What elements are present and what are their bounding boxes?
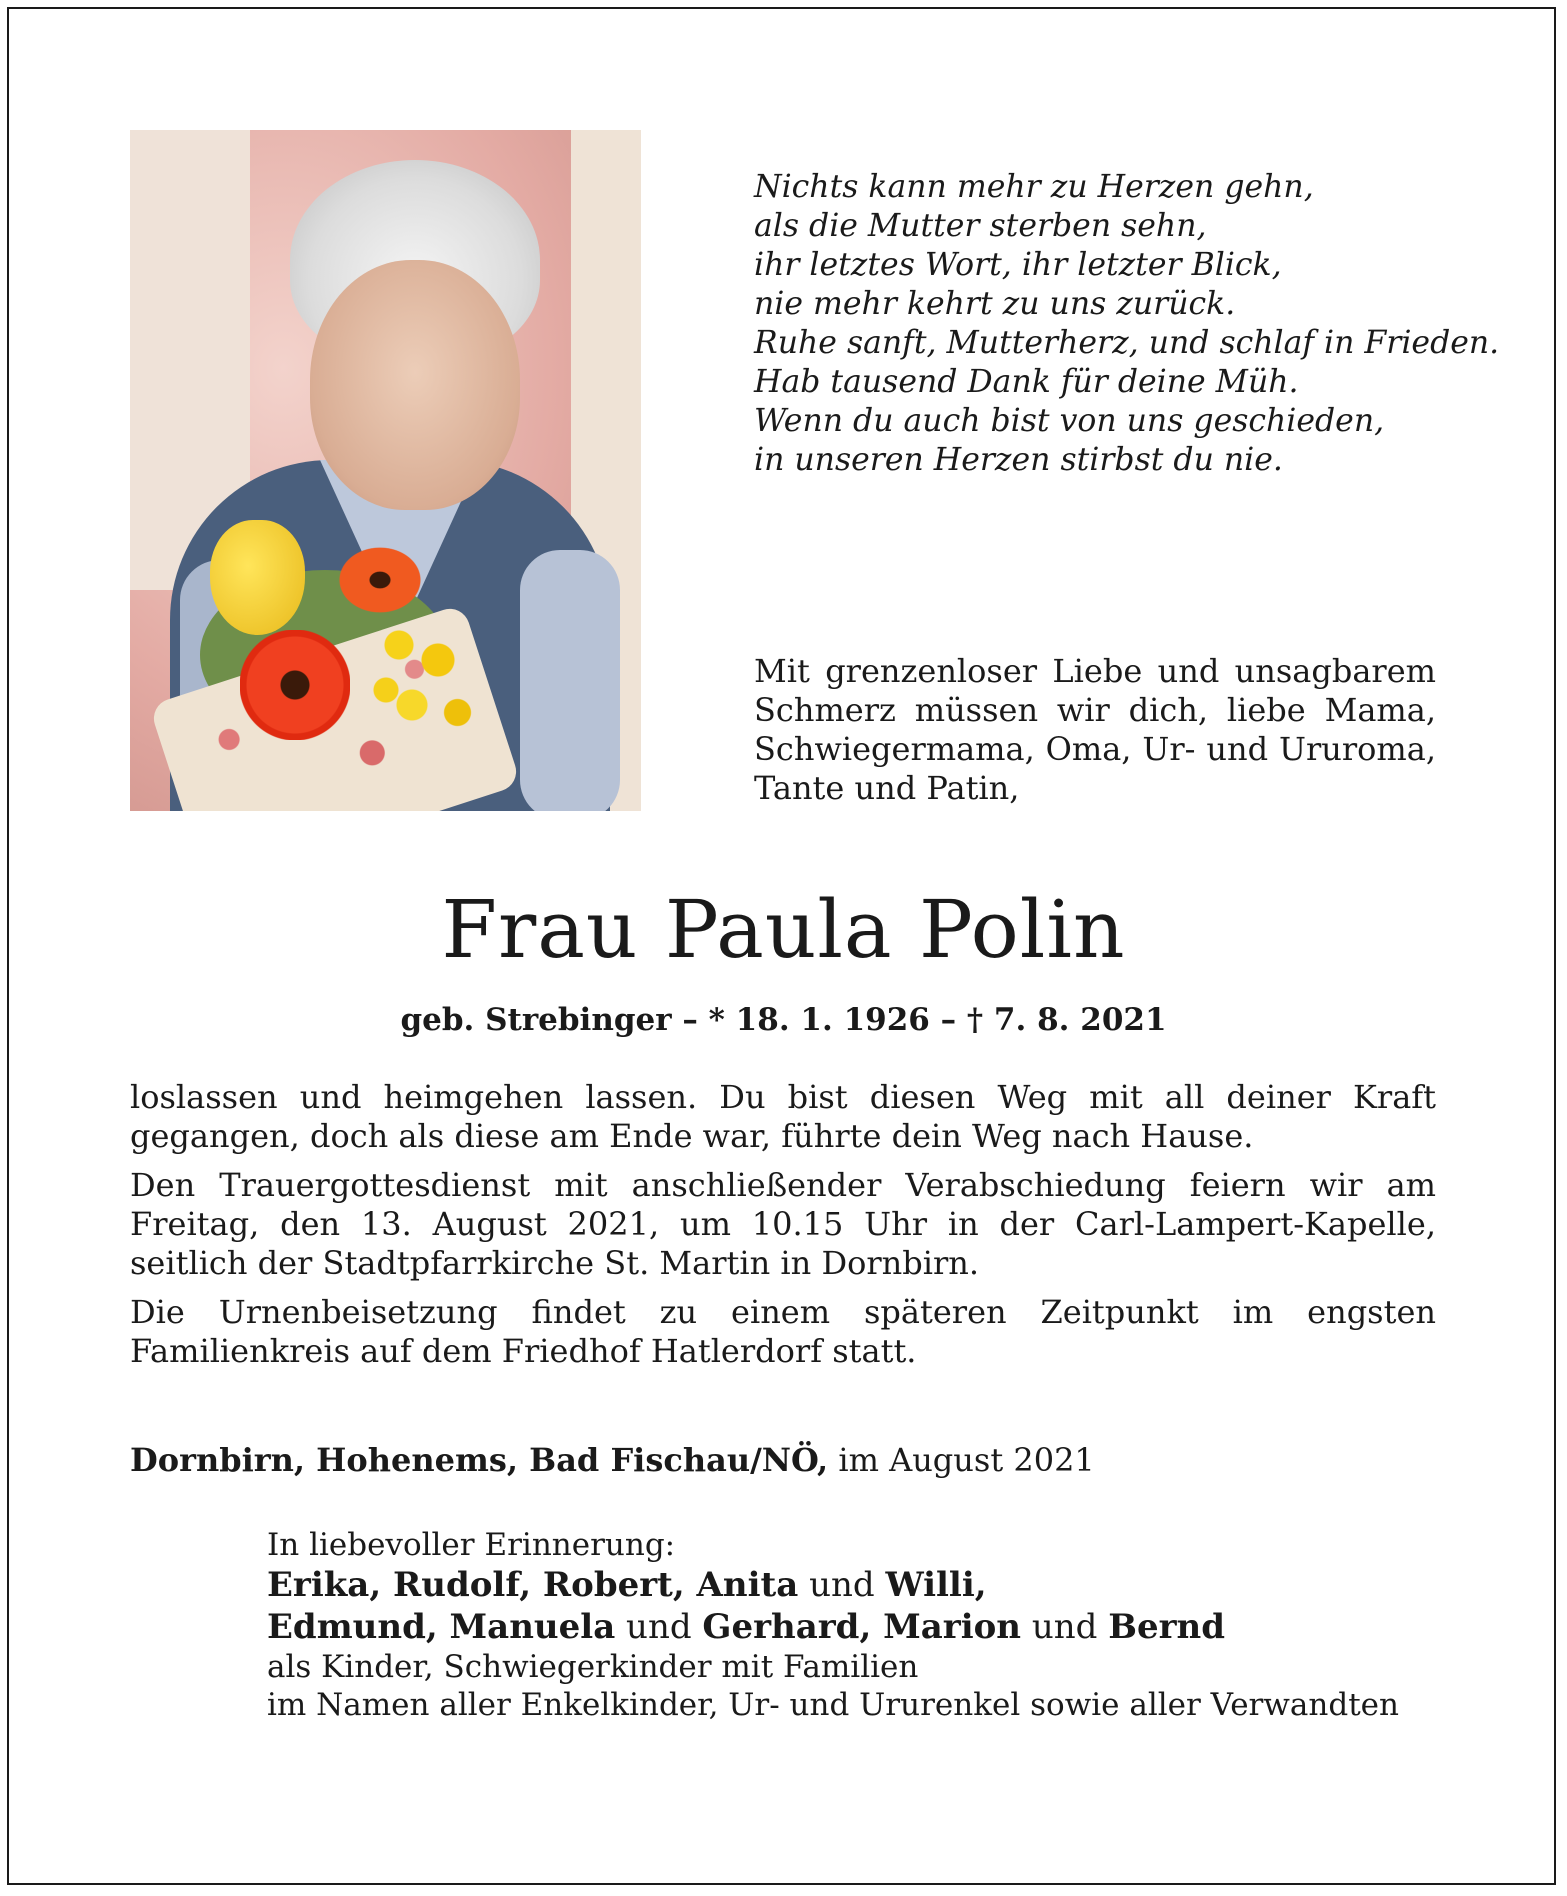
family-role: als Kinder, Schwiegerkinder mit Familien xyxy=(267,1649,919,1685)
photo-gerbera xyxy=(240,630,350,740)
photo-gerbera-small xyxy=(330,540,430,620)
portrait-photo xyxy=(130,130,641,811)
photo-tulip xyxy=(210,520,305,635)
family-others: im Namen aller Enkelkinder, Ur- und Ururenkel sowie aller Verwandten xyxy=(267,1687,1399,1723)
family-name-group: Bernd xyxy=(1108,1607,1225,1647)
poem-line: Ruhe sanft, Mutterherz, und schlaf in Frieden. xyxy=(754,325,1500,361)
place-date-line xyxy=(130,1440,1436,1480)
place-date: im August 2021 xyxy=(838,1441,1095,1479)
poem-line: Wenn du auch bist von uns geschieden, xyxy=(754,403,1385,439)
birth-death-dates: geb. Strebinger – * 18. 1. 1926 – † 7. 8. 2021 xyxy=(400,1002,1167,1038)
family-name-group: Willi, xyxy=(885,1565,987,1605)
photo-sleeve-right xyxy=(520,550,620,811)
poem-line: als die Mutter sterben sehn, xyxy=(754,208,1207,244)
conjunction: und xyxy=(1031,1607,1098,1647)
poem-line: Hab tausend Dank für deine Müh. xyxy=(754,364,1299,400)
poem-line: Nichts kann mehr zu Herzen gehn, xyxy=(754,169,1314,205)
family-names-line-2 xyxy=(267,1606,1467,1648)
deceased-name: Frau Paula Polin xyxy=(441,883,1126,976)
paragraph: loslassen und heimgehen lassen. Du bist diesen Weg mit all deiner Kraft gegangen, doch als diese am Ende war, führte dein Weg nach Hause. xyxy=(130,1078,1436,1155)
paragraph: Den Trauergottesdienst mit anschließender Verabschiedung feiern wir am Freitag, den 13. August 2021, um 10.15 Uhr in der Carl-Lampert-Kapelle, seitlich der Stadtpfarrkirche St. Martin in Dornbirn. xyxy=(130,1166,1436,1282)
announcement-text xyxy=(130,1078,1436,1381)
conjunction: und xyxy=(626,1607,692,1647)
family-name-group: Edmund, Manuela xyxy=(267,1607,616,1647)
poem-line: in unseren Herzen stirbst du nie. xyxy=(754,442,1283,478)
family-name-group: Erika, Rudolf, Robert, Anita xyxy=(267,1565,799,1605)
conjunction: und xyxy=(809,1565,875,1605)
family-intro: In liebevoller Erinnerung: xyxy=(267,1527,676,1563)
family-signature xyxy=(267,1526,1467,1724)
family-name-group: Gerhard, Marion xyxy=(702,1607,1022,1647)
poem-line: ihr letztes Wort, ihr letzter Blick, xyxy=(754,247,1282,283)
photo-face xyxy=(310,260,520,510)
poem-line: nie mehr kehrt zu uns zurück. xyxy=(754,286,1236,322)
intro-paragraph: Mit grenzenloser Liebe und unsagbarem Schmerz müssen wir dich, liebe Mama, Schwiegermama, Oma, Ur- und Ururoma, Tante und Patin, xyxy=(754,652,1436,807)
place-locations: Dornbirn, Hohenems, Bad Fischau/NÖ, xyxy=(130,1441,829,1479)
poem xyxy=(754,168,1534,480)
photo-mimosa xyxy=(360,600,490,750)
family-names-line-1 xyxy=(267,1564,1467,1606)
paragraph: Die Urnenbeisetzung findet zu einem späteren Zeitpunkt im engsten Familienkreis auf dem Friedhof Hatlerdorf statt. xyxy=(130,1293,1436,1370)
